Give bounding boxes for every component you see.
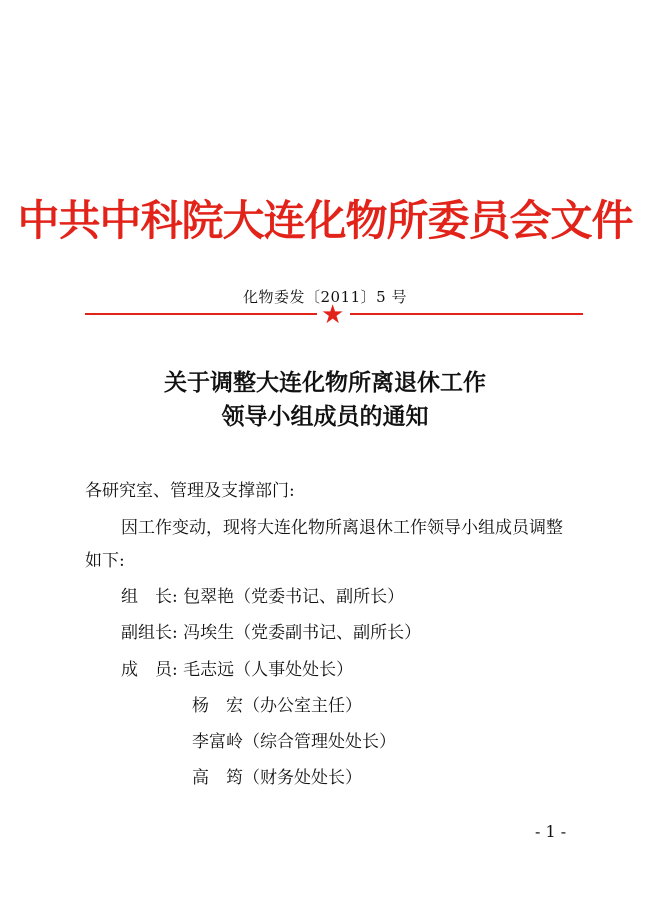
member-position: （财务处处长）: [243, 768, 362, 788]
member-position: （党委书记、副所长）: [234, 587, 405, 607]
document-header-title: 中共中科院大连化物所委员会文件: [17, 196, 633, 245]
member-name: 毛志远: [183, 660, 235, 680]
member-position: （办公室主任）: [243, 696, 362, 716]
addressee: 各研究室、管理及支撑部门:: [85, 481, 295, 501]
member-name: 高 筠: [192, 768, 243, 788]
member-name: 杨 宏: [192, 696, 243, 716]
document-number: 化物委发〔2011〕5 号: [243, 288, 407, 306]
member-row-deputy-leader: [121, 618, 421, 643]
member-role: 组 长:: [121, 587, 178, 607]
red-divider-left: [85, 313, 317, 315]
member-row-member: [192, 691, 362, 716]
notice-title-line-2: 领导小组成员的通知: [221, 403, 429, 430]
red-divider-right: [350, 313, 583, 315]
intro-line-1: 因工作变动，现将大连化物所离退休工作领导小组成员调整: [121, 518, 563, 538]
member-row-member: [192, 727, 396, 752]
member-name: 冯埃生: [183, 623, 235, 643]
member-position: （人事处处长）: [234, 660, 354, 680]
member-row-member: [121, 655, 353, 680]
star-icon: ★: [321, 300, 345, 330]
member-name: 李富岭: [192, 732, 243, 752]
member-row-member: [192, 763, 362, 788]
member-name: 包翠艳: [183, 587, 235, 607]
page-number: - 1 -: [535, 822, 567, 841]
member-row-leader: [121, 582, 404, 607]
notice-title-line-1: 关于调整大连化物所离退休工作: [164, 369, 486, 396]
intro-line-2: 如下:: [85, 551, 125, 571]
member-position: （综合管理处处长）: [243, 732, 396, 752]
member-position: （党委副书记、副所长）: [234, 623, 422, 643]
member-role: 副组长:: [121, 623, 178, 643]
member-role: 成 员:: [121, 660, 178, 680]
notice-title: [0, 366, 650, 434]
